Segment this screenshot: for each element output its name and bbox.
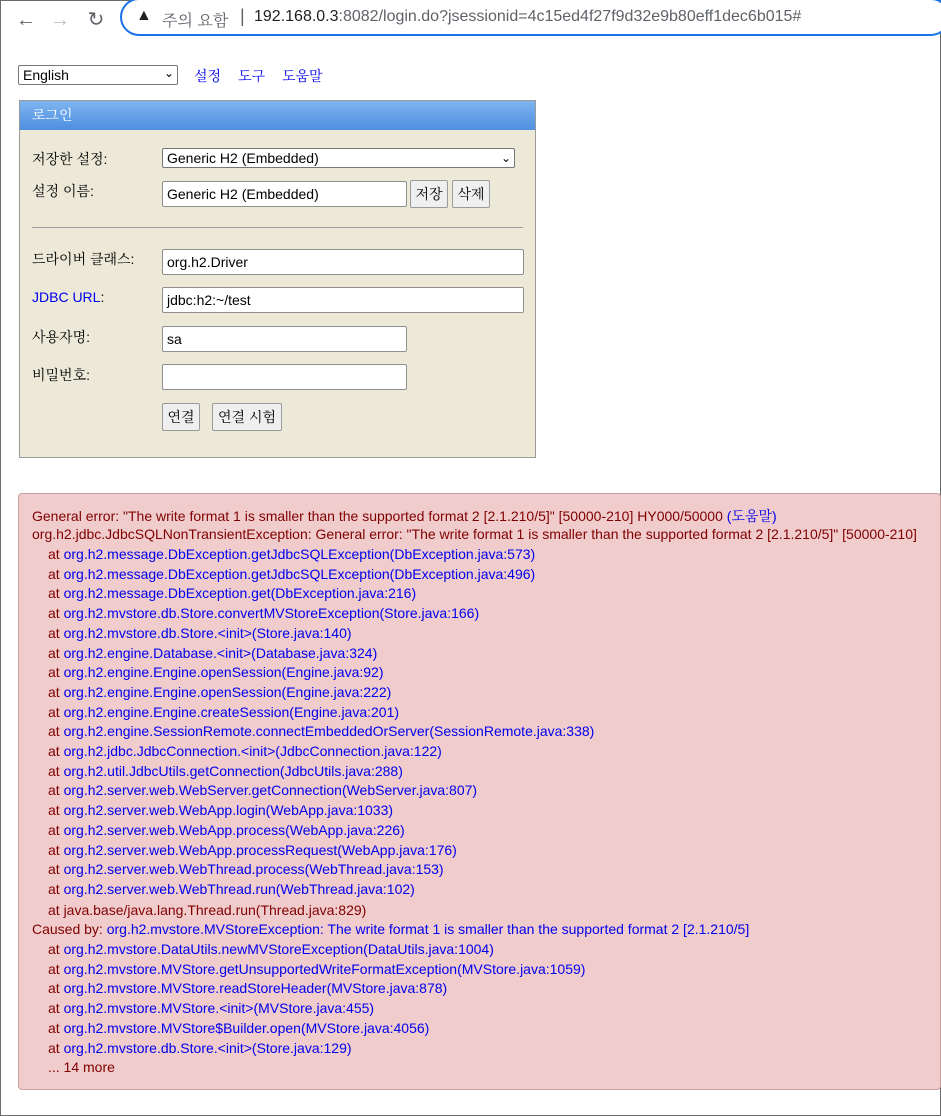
stack-frame: [48, 605, 479, 621]
stack-frame: [48, 822, 405, 838]
frame-location-link[interactable]: (DbException.java:496): [389, 565, 536, 582]
stack-frame: [48, 1000, 374, 1016]
stack-frame: [48, 625, 352, 641]
frame-location-link[interactable]: (JdbcUtils.java:288): [279, 762, 403, 779]
url-separator: |: [240, 6, 245, 26]
frame-method-link[interactable]: org.h2.message.DbException.getJdbcSQLException: [63, 546, 390, 562]
frame-prefix: at: [48, 980, 64, 997]
frame-method-link[interactable]: org.h2.server.web.WebServer.getConnection: [63, 782, 342, 799]
error-panel: [18, 493, 941, 1090]
frame-location-link[interactable]: (MVStore.java:878): [326, 980, 448, 997]
frame-location-link[interactable]: (JdbcConnection.java:122): [275, 743, 442, 759]
stack-frame: [48, 1040, 352, 1056]
error-help-link[interactable]: (도움말): [726, 508, 777, 524]
stack-frame: [48, 802, 393, 818]
frame-location-link[interactable]: (MVStore.java:455): [253, 1000, 375, 1017]
frame-method-link[interactable]: org.h2.mvstore.MVStore$Builder.open: [63, 1019, 301, 1036]
security-label[interactable]: 주의 요함: [162, 13, 229, 30]
frame-location-link[interactable]: (DbException.java:216): [270, 585, 417, 602]
forward-arrow-icon[interactable]: →: [50, 9, 70, 31]
frame-prefix: at: [48, 565, 64, 582]
more-line: ... 14 more: [48, 1059, 115, 1075]
frame-location-link[interactable]: (MVStore.java:4056): [300, 1019, 430, 1036]
frame-method-link[interactable]: org.h2.jdbc.JdbcConnection.<init>: [63, 743, 276, 759]
frame-method-link[interactable]: org.h2.engine.Database.<init>: [63, 644, 252, 661]
frame-prefix: at: [48, 782, 64, 799]
frame-location-link[interactable]: (WebThread.java:153): [304, 861, 444, 878]
driver-class-label: 드라이버 클래스:: [32, 251, 135, 267]
frame-prefix: at: [48, 683, 64, 700]
stack-frame: [48, 645, 377, 661]
caused-by-link[interactable]: org.h2.mvstore.MVStoreException: The write format 1 is smaller than the supported format 2 [2.1.210/5]: [106, 921, 750, 937]
frame-prefix: at: [48, 723, 64, 740]
frame-location-link[interactable]: (Store.java:129): [251, 1039, 352, 1056]
stack-frame: [48, 782, 477, 798]
connect-button[interactable]: 연결: [162, 403, 200, 431]
divider: [32, 227, 523, 228]
frame-location-link[interactable]: (Engine.java:222): [281, 683, 392, 700]
frame-prefix: at: [48, 664, 64, 681]
frame-prefix: at: [48, 624, 64, 641]
frame-location-link[interactable]: (Database.java:324): [251, 644, 378, 661]
frame-method-link[interactable]: org.h2.mvstore.db.Store.<init>: [63, 624, 252, 641]
frame-method-link[interactable]: org.h2.mvstore.db.Store.<init>: [63, 1039, 252, 1056]
frame-method-link[interactable]: org.h2.engine.Engine.createSession: [63, 703, 290, 720]
stack-frame: [48, 961, 585, 977]
frame-method-link[interactable]: org.h2.server.web.WebApp.processRequest: [63, 841, 338, 858]
back-arrow-icon[interactable]: ←: [16, 9, 36, 31]
frame-location-link[interactable]: (Engine.java:201): [289, 703, 400, 720]
frame-method-link[interactable]: org.h2.mvstore.db.Store.convertMVStoreException: [63, 605, 380, 622]
stack-frame: [48, 546, 535, 562]
saved-settings-label: 저장한 설정:: [32, 151, 108, 167]
stack-frame: [48, 861, 444, 877]
frame-method-link[interactable]: org.h2.server.web.WebThread.run: [63, 880, 276, 897]
url-text[interactable]: [254, 8, 801, 26]
frame-prefix: at: [48, 605, 64, 622]
stack-frame: [48, 585, 416, 601]
frame-location-link[interactable]: (WebApp.java:176): [337, 841, 457, 858]
username-input[interactable]: sa: [162, 326, 407, 352]
frame-prefix: at: [48, 703, 64, 720]
warning-icon[interactable]: ▲: [136, 7, 152, 24]
frame-method-link[interactable]: org.h2.engine.Engine.openSession: [63, 683, 282, 700]
frame-prefix: at: [48, 802, 64, 819]
login-title: 로그인: [20, 101, 535, 130]
test-connection-button[interactable]: 연결 시험: [212, 403, 282, 431]
frame-prefix: at: [48, 1000, 64, 1017]
error-summary: General error: "The write format 1 is smaller than the supported format 2 [2.1.210/5]" [50000-210] HY000/50000: [32, 508, 723, 524]
frame-location-link[interactable]: (WebApp.java:1033): [265, 802, 394, 819]
jdbc-url-input[interactable]: jdbc:h2:~/test: [162, 287, 524, 313]
frame-prefix: at: [48, 762, 64, 779]
address-bar[interactable]: [120, 0, 941, 36]
url-path: :8082/login.do?jsessionid=4c15ed4f27f9d32e9b80eff1dec6b015#: [338, 8, 802, 25]
delete-button[interactable]: 삭제: [452, 180, 490, 208]
username-label: 사용자명:: [32, 329, 90, 345]
driver-class-input[interactable]: org.h2.Driver: [162, 249, 524, 275]
stack-frame: [48, 704, 399, 720]
browser-toolbar: [1, 1, 940, 39]
frame-prefix: at: [48, 841, 64, 858]
setting-name-input[interactable]: Generic H2 (Embedded): [162, 181, 407, 207]
frame-location-link[interactable]: (WebThread.java:102): [275, 880, 415, 897]
stack-frame: [48, 980, 447, 996]
frame-location-link[interactable]: (Store.java:166): [379, 605, 480, 622]
frame-method-link[interactable]: org.h2.message.DbException.get: [63, 585, 271, 602]
frame-location-link[interactable]: (WebApp.java:226): [285, 821, 405, 838]
jdbc-url-link[interactable]: JDBC URL: [32, 289, 101, 305]
saved-settings-select[interactable]: [162, 148, 515, 168]
frame-prefix: at: [48, 880, 64, 897]
language-value: English: [23, 67, 69, 83]
frame-prefix: at: [48, 861, 64, 878]
frame-prefix: at: [48, 644, 64, 661]
stack-frame: [48, 566, 535, 582]
setting-name-label: 설정 이름:: [32, 183, 94, 199]
frame-method-link[interactable]: org.h2.mvstore.MVStore.getUnsupportedWriteFormatException: [63, 960, 458, 977]
error-summary-line: [32, 506, 777, 526]
frame-prefix: at: [48, 743, 64, 759]
jdbc-url-label-wrap: [32, 289, 104, 305]
frame-prefix: at: [48, 821, 64, 838]
caused-by-prefix: Caused by:: [32, 921, 107, 937]
help-link[interactable]: 도움말: [282, 68, 323, 84]
frame-prefix: at: [48, 546, 64, 562]
settings-link[interactable]: 설정: [194, 68, 222, 84]
frame-method-link[interactable]: org.h2.server.web.WebApp.login: [63, 802, 266, 819]
frame-method-link[interactable]: org.h2.util.JdbcUtils.getConnection: [63, 762, 280, 779]
frame-method-link[interactable]: org.h2.server.web.WebApp.process: [63, 821, 286, 838]
stack-frame: [48, 763, 403, 779]
frame-location-link[interactable]: (WebServer.java:807): [341, 782, 478, 799]
chevron-down-icon: ⌄: [163, 66, 174, 80]
frame-method-link[interactable]: org.h2.engine.SessionRemote.connectEmbeddedOrServer: [63, 723, 430, 740]
stack-frame: [48, 723, 594, 739]
chevron-down-icon: ⌄: [500, 151, 511, 165]
frame-prefix: at: [48, 585, 64, 602]
frame-method-link[interactable]: org.h2.server.web.WebThread.process: [63, 861, 305, 878]
frame-location-link[interactable]: (SessionRemote.java:338): [429, 723, 595, 740]
stack-frame: [48, 664, 383, 680]
frame-location-link[interactable]: (MVStore.java:1059): [457, 960, 586, 977]
frame-location-link[interactable]: (DataUtils.java:1004): [363, 941, 494, 957]
frame-prefix: at: [48, 941, 64, 957]
save-button[interactable]: 저장: [410, 180, 448, 208]
password-label: 비밀번호:: [32, 367, 90, 383]
frame-location-link[interactable]: (Engine.java:92): [281, 664, 384, 681]
frame-method-link[interactable]: org.h2.mvstore.DataUtils.newMVStoreException: [63, 941, 364, 957]
tools-link[interactable]: 도구: [238, 68, 266, 84]
url-host: 192.168.0.3: [254, 8, 339, 25]
frame-location-link[interactable]: (Store.java:140): [251, 624, 352, 641]
frame-prefix: at: [48, 960, 64, 977]
frame-method-link[interactable]: org.h2.engine.Engine.openSession: [63, 664, 282, 681]
frame-method-link[interactable]: org.h2.mvstore.MVStore.<init>: [63, 1000, 254, 1017]
reload-icon[interactable]: ↻: [87, 9, 105, 31]
stack-frame: [48, 1020, 429, 1036]
stack-frame: [48, 941, 494, 957]
stack-frame: [48, 743, 442, 759]
saved-settings-value: Generic H2 (Embedded): [167, 150, 319, 166]
jdbc-url-colon: :: [100, 289, 105, 305]
frame-prefix: at: [48, 1019, 64, 1036]
stack-frame: [48, 684, 391, 700]
frame-location-link[interactable]: (DbException.java:573): [389, 546, 536, 562]
password-input[interactable]: [162, 364, 407, 390]
login-panel: [19, 100, 536, 458]
frame-method-link[interactable]: org.h2.message.DbException.getJdbcSQLException: [63, 565, 390, 582]
language-select[interactable]: [18, 65, 178, 85]
thread-line: at java.base/java.lang.Thread.run(Thread.java:829): [48, 902, 367, 918]
frame-prefix: at: [48, 1039, 64, 1056]
stack-frame: [48, 842, 457, 858]
caused-by-line: [32, 921, 749, 937]
error-exception: org.h2.jdbc.JdbcSQLNonTransientException: General error: "The write format 1 is smaller than the supported format 2 [2.1.210/5]" [50000-210]: [32, 526, 917, 542]
frame-method-link[interactable]: org.h2.mvstore.MVStore.readStoreHeader: [63, 980, 327, 997]
stack-frame: [48, 881, 415, 897]
